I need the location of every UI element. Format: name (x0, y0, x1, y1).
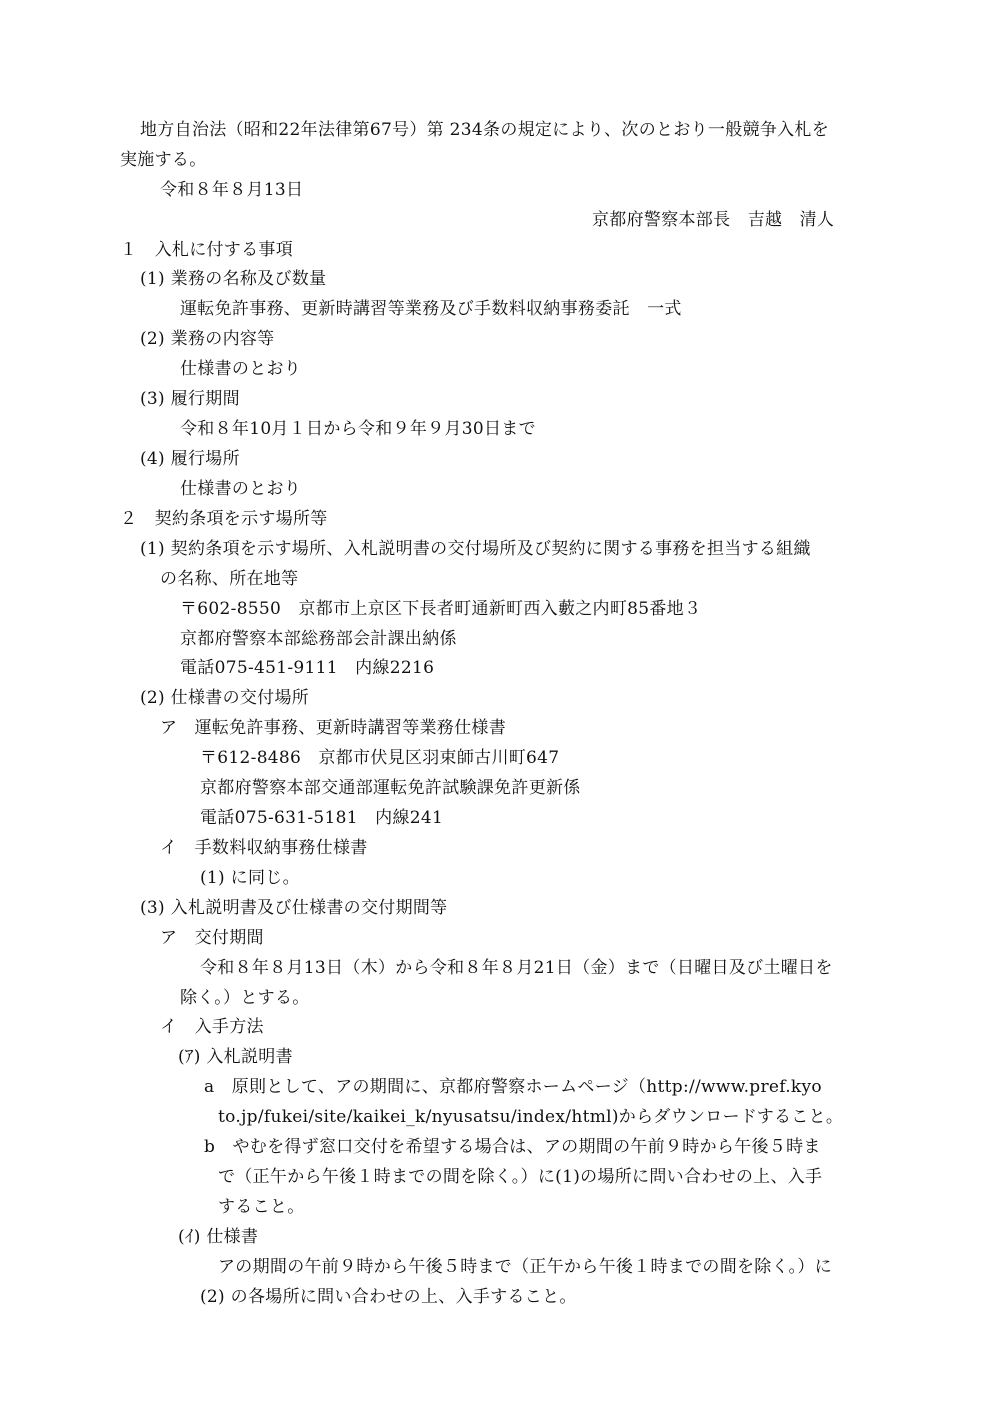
method-manual-b-line-2: で（正午から午後１時までの間を除く。）に(1)の場所に問い合わせの上、入手 (218, 1167, 823, 1187)
spec-a-phone: 電話075-631-5181 内線241 (200, 808, 444, 828)
section-2-item-3-label: (3) 入札説明書及び仕様書の交付期間等 (140, 898, 448, 918)
notice-date: 令和８年８月13日 (160, 180, 304, 200)
period-body-line-2: 除く。）とする。 (180, 988, 310, 1008)
spec-b-label: イ 手数料収納事務仕様書 (160, 838, 368, 858)
intro-line-2: 実施する。 (120, 150, 207, 170)
spec-a-address: 〒612-8486 京都市伏見区羽束師古川町647 (200, 748, 560, 768)
section-1-item-2-body: 仕様書のとおり (180, 359, 302, 379)
issuer-name: 京都府警察本部長 吉越 清人 (592, 210, 835, 230)
method-manual-a-line-2: to.jp/fukei/site/kaikei_k/nyusatsu/index/html)からダウンロードすること。 (218, 1107, 844, 1127)
method-manual-label: (ｱ) 入札説明書 (178, 1047, 293, 1067)
period-label: ア 交付期間 (160, 928, 264, 948)
intro-line-1: 地方自治法（昭和22年法律第67号）第 234条の規定により、次のとおり一般競争入札を (140, 120, 830, 140)
method-manual-b-line-3: すること。 (218, 1197, 305, 1217)
office-name: 京都府警察本部総務部会計課出納係 (180, 629, 457, 649)
section-2-item-1-label: (1) 契約条項を示す場所、入札説明書の交付場所及び契約に関する事務を担当する組織 (140, 539, 811, 559)
spec-a-office: 京都府警察本部交通部運転免許試験課免許更新係 (200, 778, 581, 798)
method-manual-b-line-1: b やむを得ず窓口交付を希望する場合は、アの期間の午前９時から午後５時ま (204, 1137, 821, 1157)
section-1-item-3-body: 令和８年10月１日から令和９年９月30日まで (180, 419, 536, 439)
method-spec-label: (ｲ) 仕様書 (178, 1227, 259, 1247)
section-1-item-4-label: (4) 履行場所 (140, 449, 240, 469)
section-1-item-1-label: (1) 業務の名称及び数量 (140, 269, 327, 289)
spec-b-body: (1) に同じ。 (200, 868, 300, 888)
period-body-line-1: 令和８年８月13日（木）から令和８年８月21日（金）まで（日曜日及び土曜日を (200, 958, 833, 978)
method-spec-line-2: (2) の各場所に問い合わせの上、入手すること。 (200, 1287, 577, 1307)
section-1-heading: １ 入札に付する事項 (120, 240, 293, 260)
spec-a-label: ア 運転免許事務、更新時講習等業務仕様書 (160, 718, 506, 738)
section-1-item-1-body: 運転免許事務、更新時講習等業務及び手数料収納事務委託 一式 (180, 299, 682, 319)
section-2-heading: ２ 契約条項を示す場所等 (120, 509, 328, 529)
section-1-item-4-body: 仕様書のとおり (180, 479, 302, 499)
section-2-item-2-label: (2) 仕様書の交付場所 (140, 688, 310, 708)
office-address: 〒602-8550 京都市上京区下長者町通新町西入藪之内町85番地３ (180, 599, 702, 619)
method-spec-line-1: アの期間の午前９時から午後５時まで（正午から午後１時までの間を除く。）に (218, 1257, 832, 1277)
method-label: イ 入手方法 (160, 1017, 264, 1037)
section-2-item-1-label-cont: の名称、所在地等 (160, 569, 299, 589)
office-phone: 電話075-451-9111 内線2216 (180, 658, 435, 678)
section-1-item-3-label: (3) 履行期間 (140, 389, 240, 409)
section-1-item-2-label: (2) 業務の内容等 (140, 329, 275, 349)
method-manual-a-line-1: a 原則として、アの期間に、京都府警察ホームページ（http://www.pref.kyo (204, 1077, 822, 1097)
